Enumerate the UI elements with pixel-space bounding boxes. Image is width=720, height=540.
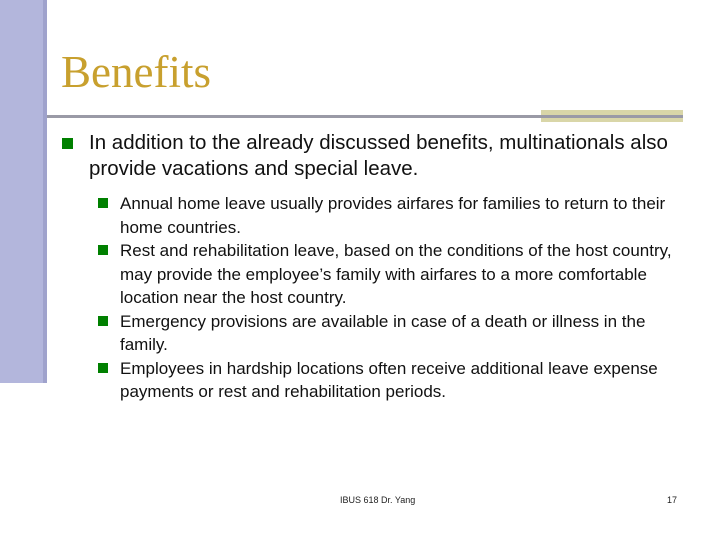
main-bullet-text: In addition to the already discussed benefits, multinationals also provide vacations and special leave.: [89, 131, 668, 180]
sub-bullet-text: Emergency provisions are available in case of a death or illness in the family.: [120, 311, 646, 354]
sub-bullet-4: [62, 357, 692, 404]
bullet-list: [62, 130, 692, 404]
square-bullet-icon: [98, 316, 108, 326]
title-underline: [47, 115, 683, 118]
square-bullet-icon: [98, 198, 108, 208]
square-bullet-icon: [98, 245, 108, 255]
square-bullet-icon: [98, 363, 108, 373]
sub-bullet-text: Annual home leave usually provides airfares for families to return to their home countries.: [120, 194, 666, 237]
square-bullet-icon: [62, 138, 73, 149]
footer-course: IBUS 618 Dr. Yang: [340, 495, 416, 505]
sub-bullet-text: Rest and rehabilitation leave, based on the conditions of the host country, may provide the employee’s family with airfares to a more comfortable location near the host country.: [120, 241, 672, 307]
main-bullet: [62, 130, 692, 182]
sub-bullet-list: [62, 192, 692, 404]
decorative-side-bar: [0, 0, 47, 383]
sub-bullet-3: [62, 310, 692, 357]
footer-page-number: 17: [667, 495, 678, 505]
slide-title: Benefits: [61, 47, 211, 97]
sub-bullet-2: [62, 239, 692, 310]
sub-bullet-text: Employees in hardship locations often receive additional leave expense payments or rest and rehabilitation periods.: [120, 358, 658, 401]
sub-bullet-1: [62, 192, 692, 239]
